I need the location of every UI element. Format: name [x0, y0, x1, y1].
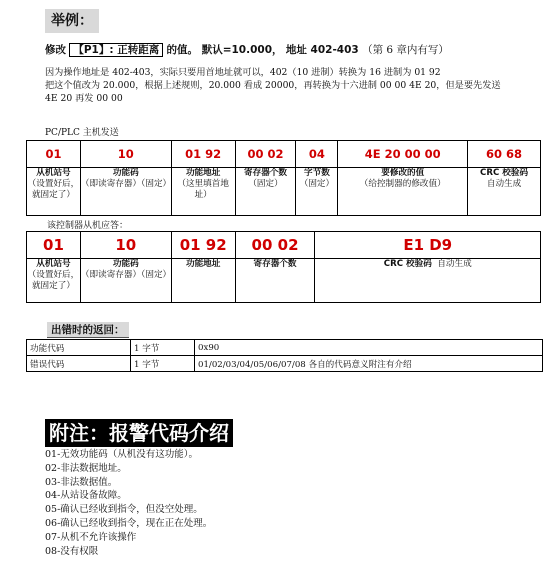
title-ref: （第 6 章内有写）: [362, 44, 449, 56]
error-field: 错误代码: [27, 356, 131, 372]
error-size: 1 字节: [131, 356, 195, 372]
param-name: 【P1】: 正转距离: [69, 43, 163, 57]
send-function-value: 10: [80, 141, 171, 168]
paragraph-line-1: 因为操作地址是 402-403，实际只要用首地址就可以，402（10 进制）转换为 16 进制为 01 92: [45, 67, 441, 78]
recv-address-value: 01 92: [171, 232, 235, 259]
paragraph-line-2: 把这个值改为 20.000，根据上述规则，20.000 看成 20000，再转换为十六进制 00 00 4E 20，但是要先发送: [45, 80, 501, 91]
recv-regcount-header: 寄存器个数: [235, 259, 315, 303]
send-function-header: 功能码 （即读寄存器）（固定）: [80, 168, 171, 216]
send-regcount-value: 00 02: [235, 141, 296, 168]
error-desc: 0x90: [195, 340, 543, 356]
list-item: 04-从站设备故障。: [45, 490, 127, 502]
response-frame-table: [26, 231, 541, 303]
notes-list: [45, 448, 212, 558]
send-data-header: 要修改的值 （给控制器的修改值）: [338, 168, 468, 216]
table-row: [27, 356, 543, 372]
title-suffix: 的值。 默认=10.000，: [166, 44, 283, 56]
send-label: PC/PLC 主机发送: [45, 128, 119, 138]
recv-station-header: 从机站号 （设置好后，就固定了）: [27, 259, 81, 303]
send-station-value: 01: [27, 141, 81, 168]
error-size: 1 字节: [131, 340, 195, 356]
title-address: 地址 402-403: [285, 44, 359, 56]
send-station-header: 从机站号 （设置好后，就固定了）: [27, 168, 81, 216]
list-item: 02-非法数据地址。: [45, 462, 127, 474]
recv-station-value: 01: [27, 232, 81, 259]
send-crc-value: 60 68: [468, 141, 541, 168]
paragraph-line-3: 4E 20 再发 00 00: [45, 93, 123, 104]
send-frame-table: [26, 140, 541, 216]
title-prefix: 修改: [45, 44, 66, 56]
send-data-value: 4E 20 00 00: [338, 141, 468, 168]
send-bytecount-header: 字节数 （固定）: [296, 168, 338, 216]
list-item: 06-确认已经收到指令，现在正在处理。: [45, 517, 213, 529]
example-heading: 举例：: [45, 9, 99, 33]
recv-crc-header: CRC 校验码 自动生成: [315, 259, 541, 303]
error-heading: 出错时的返回：: [47, 322, 129, 338]
list-item: 01-无效功能码（从机没有这功能）。: [45, 449, 199, 460]
error-field: 功能代码: [27, 340, 131, 356]
list-item: 07-从机不允许该操作: [45, 531, 137, 543]
error-desc: 01/02/03/04/05/06/07/08 各自的代码意义附注有介绍: [195, 356, 543, 372]
send-crc-header: CRC 校验码 自动生成: [468, 168, 541, 216]
recv-function-value: 10: [80, 232, 171, 259]
send-bytecount-value: 04: [296, 141, 338, 168]
recv-label: 该控制器从机应答：: [47, 221, 129, 231]
list-item: 05-确认已经收到指令，但没空处理。: [45, 504, 203, 516]
table-row: [27, 340, 543, 356]
send-address-header: 功能地址 （这里填首地址）: [171, 168, 235, 216]
recv-regcount-value: 00 02: [235, 232, 315, 259]
list-item: 03-非法数据值。: [45, 476, 118, 488]
send-regcount-header: 寄存器个数 （固定）: [235, 168, 296, 216]
notes-heading: 附注：报警代码介绍: [45, 419, 233, 447]
recv-crc-value: E1 D9: [315, 232, 541, 259]
list-item: 08-没有权限: [45, 545, 99, 557]
send-address-value: 01 92: [171, 141, 235, 168]
recv-address-header: 功能地址: [171, 259, 235, 303]
error-table: [26, 339, 543, 372]
title-line: [45, 42, 449, 57]
recv-function-header: 功能码 （即读寄存器）（固定）: [80, 259, 171, 303]
